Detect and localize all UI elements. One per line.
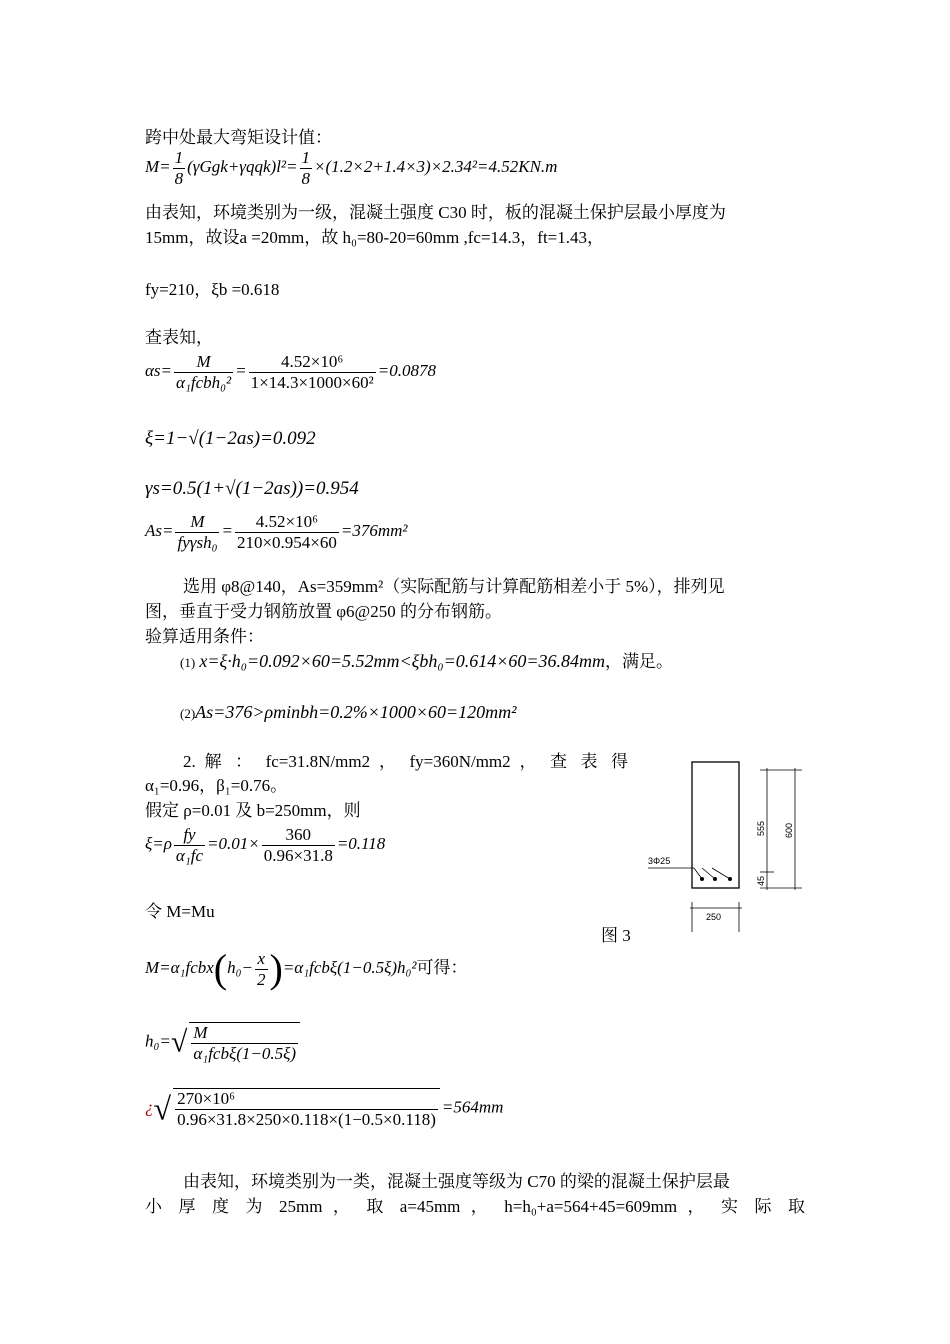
xi2-fraction-symbolic xyxy=(174,825,205,865)
frac-num: 1 xyxy=(301,148,310,167)
dim-250: 250 xyxy=(706,912,722,922)
h0-lhs: h₀= xyxy=(145,1031,171,1051)
frac-num: 270×10⁶ xyxy=(175,1089,438,1110)
m-lhs: M=α₁fcbx xyxy=(145,957,214,977)
as-rhs: =376mm² xyxy=(340,520,408,540)
alpha-s-equation: αs= $\frac{M}{\text{α₁fcbh₀²}}$ = $\frac{\text{4.52×10⁶}}{\text{1×14.3×1000×60²}}$ =0.0878 xyxy=(145,352,436,392)
lookup-label: 查表知， xyxy=(145,328,213,347)
frac-den: 0.96×31.8×250×0.118×(1−0.5×0.118) xyxy=(177,1109,436,1129)
moment-equation xyxy=(145,148,557,188)
m-inner: h₀− xyxy=(227,957,253,977)
as-fraction-symbolic xyxy=(175,512,219,552)
m-rhs: =α₁fcbξ(1−0.5ξ)h₀² xyxy=(282,957,417,977)
problem2-line1 xyxy=(183,752,628,772)
section-outline xyxy=(692,762,739,888)
assume-line: 假定 ρ=0.01 及 b=250mm，则 xyxy=(145,801,361,820)
figure-caption: 图 3 xyxy=(601,926,631,945)
condition-expr: As=376>ρminbh=0.2%×1000×60=120mm² xyxy=(195,702,517,722)
frac-den: 2 xyxy=(257,969,266,989)
paragraph-h0: 15mm，故设a =20mm，故 h₀=80-20=60mm ,fc=14.3，ft=1.43， xyxy=(145,228,604,247)
beam-section-figure xyxy=(640,740,815,940)
frac-den: α₁fc xyxy=(175,845,204,865)
as-equation: As= $\frac{M}{\text{fyγsh₀}}$ = $\frac{\text{4.52×10⁶}}{210\times 0.954\times 60}$ =376mm² xyxy=(145,512,408,552)
inverted-question-mark: ¿ xyxy=(145,1097,154,1117)
xi-equation: ξ=1−√(1−2as)=0.092 xyxy=(145,428,316,449)
leader-line xyxy=(702,868,715,879)
as-fraction-numeric xyxy=(235,512,339,552)
dim-555: 555 xyxy=(756,820,766,836)
frac-den: α₁fcbξ(1−0.5ξ) xyxy=(193,1043,297,1063)
moment-heading: 跨中处最大弯矩设计值： xyxy=(145,128,332,147)
paragraph-fy: fy=210，ξb =0.618 xyxy=(145,280,280,299)
as-lhs: As= xyxy=(145,520,174,540)
paragraph-last-2-wrap xyxy=(145,1197,805,1217)
h0-fraction xyxy=(189,1022,300,1063)
frac-den: 210×0.954×60 xyxy=(236,532,337,552)
gamma-equation: γs=0.5(1+√(1−2as))=0.954 xyxy=(145,478,359,499)
frac-num: 4.52×10⁶ xyxy=(235,512,339,533)
verify-label: 验算适用条件： xyxy=(145,627,264,646)
alpha-rhs: =0.0878 xyxy=(377,360,436,380)
frac-num: 4.52×10⁶ xyxy=(249,352,376,373)
xi2-mid: =0.01× xyxy=(207,833,260,853)
let-line: 令 M=Mu xyxy=(145,902,215,921)
paragraph-last-2: 小 厚 度 为 25mm ， 取 a=45mm ， h=h₀+a=564+45=609mm ， 实 际 取 xyxy=(145,1197,805,1216)
moment-rhs: ×(1.2×2+1.4×3)×2.34²=4.52KN.m xyxy=(314,156,558,176)
frac-num: M xyxy=(175,512,219,533)
h0-equation: h₀=√ $\frac{M}{\text{α₁fcbξ(1−0.5ξ)}}$ xyxy=(145,1022,302,1063)
condition-tail: ，满足。 xyxy=(605,652,674,671)
leader-line xyxy=(694,868,702,879)
m-tail: 可得： xyxy=(416,957,468,977)
frac-num: 360 xyxy=(262,825,335,846)
rebar-label: 3Φ25 xyxy=(648,856,671,866)
frac-den: 1×14.3×1000×60² xyxy=(250,372,374,392)
moment-body: (γGgk+γqqk)l²= xyxy=(187,156,298,176)
frac-den: 8 xyxy=(174,168,184,188)
frac-num: 1 xyxy=(174,148,184,167)
frac-num: M xyxy=(191,1023,298,1044)
alpha-fraction-numeric xyxy=(249,352,376,392)
xi2-lhs: ξ=ρ xyxy=(145,833,172,853)
xi2-equation xyxy=(145,825,385,865)
fraction-one-eighth-2 xyxy=(300,148,313,188)
condition-1 xyxy=(180,651,673,673)
m-fraction xyxy=(255,949,268,989)
frac-num: x xyxy=(255,949,268,970)
frac-den: 0.96×31.8 xyxy=(263,845,333,865)
frac-den: α₁fcbh₀² xyxy=(176,372,232,392)
alpha-lhs: αs= xyxy=(145,360,173,380)
problem2-text: 2. 解 ： fc=31.8N/mm2 ， fy=360N/mm2 ， 查 表 得 xyxy=(183,752,628,771)
paragraph-select-1: 选用 φ8@140，As=359mm²（实际配筋与计算配筋相差小于 5%），排列见 xyxy=(183,577,725,596)
problem2-line2: α₁=0.96，β₁=0.76。 xyxy=(145,776,288,795)
condition-number: (1) xyxy=(180,655,196,670)
frac-den: 8 xyxy=(301,168,310,188)
frac-num: fy xyxy=(174,825,205,846)
dim-45: 45 xyxy=(756,875,766,886)
dim-600: 600 xyxy=(784,822,794,838)
h0-value-fraction xyxy=(173,1088,440,1129)
m-equation: M=α₁fcbx(h₀− $\frac{x}{2}$ )=α₁fcbξ(1−0.5ξ)h₀²可得： xyxy=(145,946,468,991)
condition-number: (2) xyxy=(180,706,196,721)
xi2-rhs: =0.118 xyxy=(336,833,386,853)
paragraph-cover: 由表知，环境类别为一级，混凝土强度 C30 时，板的混凝土保护层最小厚度为 xyxy=(145,203,726,222)
condition-2 xyxy=(180,702,517,724)
h0-value-rhs: =564mm xyxy=(441,1097,504,1117)
alpha-fraction-symbolic xyxy=(174,352,233,392)
paragraph-select-2: 图，垂直于受力钢筋放置 φ6@250 的分布钢筋。 xyxy=(145,602,502,621)
frac-num: M xyxy=(174,352,233,373)
fraction-one-eighth xyxy=(173,148,186,188)
condition-expr: x=ξ·h₀=0.092×60=5.52mm<ξbh₀=0.614×60=36.84mm xyxy=(199,651,606,671)
moment-lhs: M= xyxy=(145,156,171,176)
frac-den: fyγsh₀ xyxy=(177,532,218,552)
xi2-fraction-numeric xyxy=(262,825,335,865)
paragraph-last-1: 由表知，环境类别为一类，混凝土强度等级为 C70 的梁的混凝土保护层最 xyxy=(183,1172,730,1191)
h0-value-equation: ¿√ $\frac{\text{270×10⁶}}{0.96\times 31.8\times 250\times 0.118\times(1-0.5\times 0.118)}$ =564mm xyxy=(145,1089,504,1129)
